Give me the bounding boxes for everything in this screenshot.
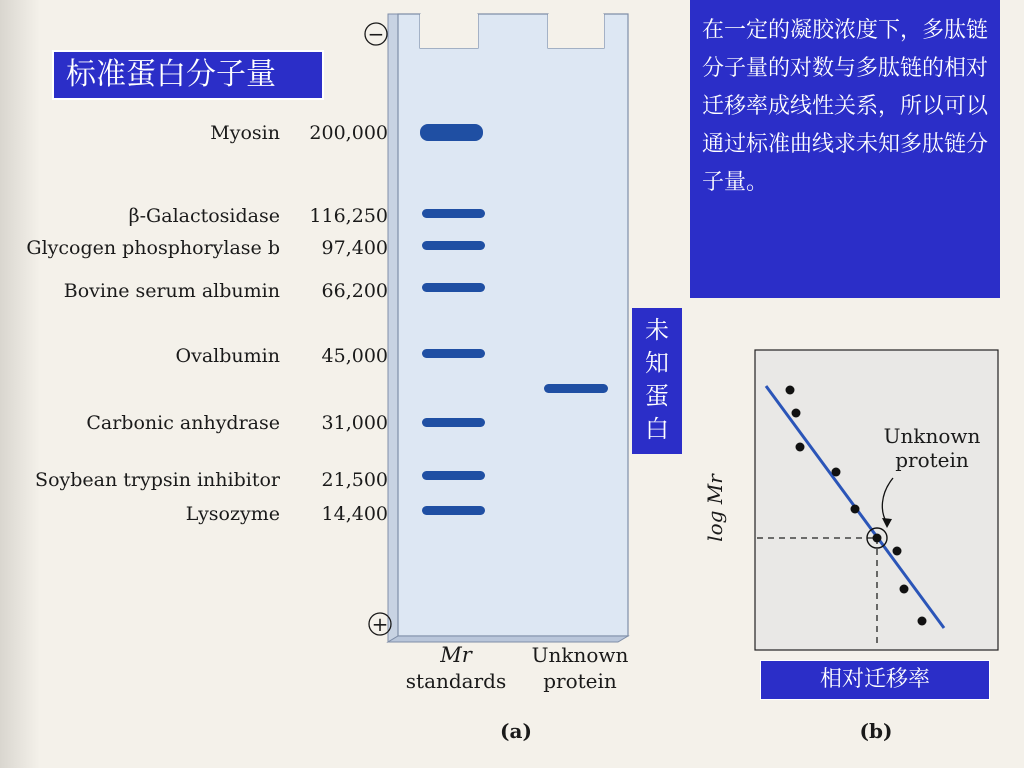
lane2-label-protein: protein	[543, 669, 617, 693]
marker-name: Glycogen phosphorylase b	[26, 237, 280, 259]
lane2-label-unknown: Unknown	[531, 643, 629, 667]
band-bovine-serum-albumin	[422, 283, 485, 292]
well-lane-1	[420, 14, 478, 48]
marker-name: Ovalbumin	[175, 345, 280, 367]
gel-side-face	[388, 14, 398, 642]
band-unknown-protein	[544, 384, 608, 393]
marker-name: Myosin	[210, 122, 280, 144]
band-carbonic-anhydrase	[422, 418, 485, 427]
marker-name: Lysozyme	[185, 503, 280, 525]
plot-protein-label: protein	[895, 448, 969, 472]
marker-mass: 66,200	[321, 280, 388, 302]
anode-sign: +	[371, 612, 389, 636]
panel-label-a: (a)	[500, 719, 532, 743]
gel-bottom-edge	[388, 636, 628, 642]
plot-y-axis-label: log Mr	[703, 474, 727, 542]
marker-mass: 200,000	[309, 122, 388, 144]
data-point	[918, 617, 927, 626]
marker-mass: 116,250	[309, 205, 388, 227]
marker-name: Bovine serum albumin	[63, 280, 280, 302]
marker-list	[0, 0, 388, 768]
cathode-sign: −	[367, 22, 385, 46]
band-soybean-trypsin-inhibitor	[422, 471, 485, 480]
plot-unknown-label: Unknown	[883, 424, 981, 448]
marker-mass: 21,500	[321, 469, 388, 491]
standards-title-badge: 标准蛋白分子量	[52, 50, 324, 100]
unknown-point	[873, 534, 882, 543]
band-beta-galactosidase	[422, 209, 485, 218]
data-point	[832, 468, 841, 477]
marker-name: β-Galactosidase	[128, 205, 280, 227]
data-point	[893, 547, 902, 556]
band-lysozyme	[422, 506, 485, 515]
data-point	[900, 585, 909, 594]
panel-label-b: (b)	[859, 719, 893, 743]
band-glycogen-phosphorylase	[422, 241, 485, 250]
well-lane-2	[548, 14, 604, 48]
band-ovalbumin	[422, 349, 485, 358]
marker-mass: 97,400	[321, 237, 388, 259]
data-point	[786, 386, 795, 395]
data-point	[851, 505, 860, 514]
marker-mass: 14,400	[321, 503, 388, 525]
lane1-label-standards: standards	[405, 669, 507, 693]
lane1-label-mr: Mr	[440, 643, 472, 667]
data-point	[792, 409, 801, 418]
gel-slab	[398, 14, 628, 636]
data-point	[796, 443, 805, 452]
explanation-note: 在一定的凝胶浓度下，多肽链分子量的对数与多肽链的相对迁移率成线性关系，所以可以通过标准曲线求未知多肽链分子量。	[690, 0, 1000, 298]
marker-mass: 45,000	[321, 345, 388, 367]
marker-mass: 31,000	[321, 412, 388, 434]
marker-name: Soybean trypsin inhibitor	[35, 469, 280, 491]
band-myosin	[420, 124, 483, 141]
x-axis-label-badge: 相对迁移率	[760, 660, 990, 700]
unknown-protein-badge: 未 知 蛋 白	[632, 308, 682, 454]
marker-name: Carbonic anhydrase	[86, 412, 280, 434]
